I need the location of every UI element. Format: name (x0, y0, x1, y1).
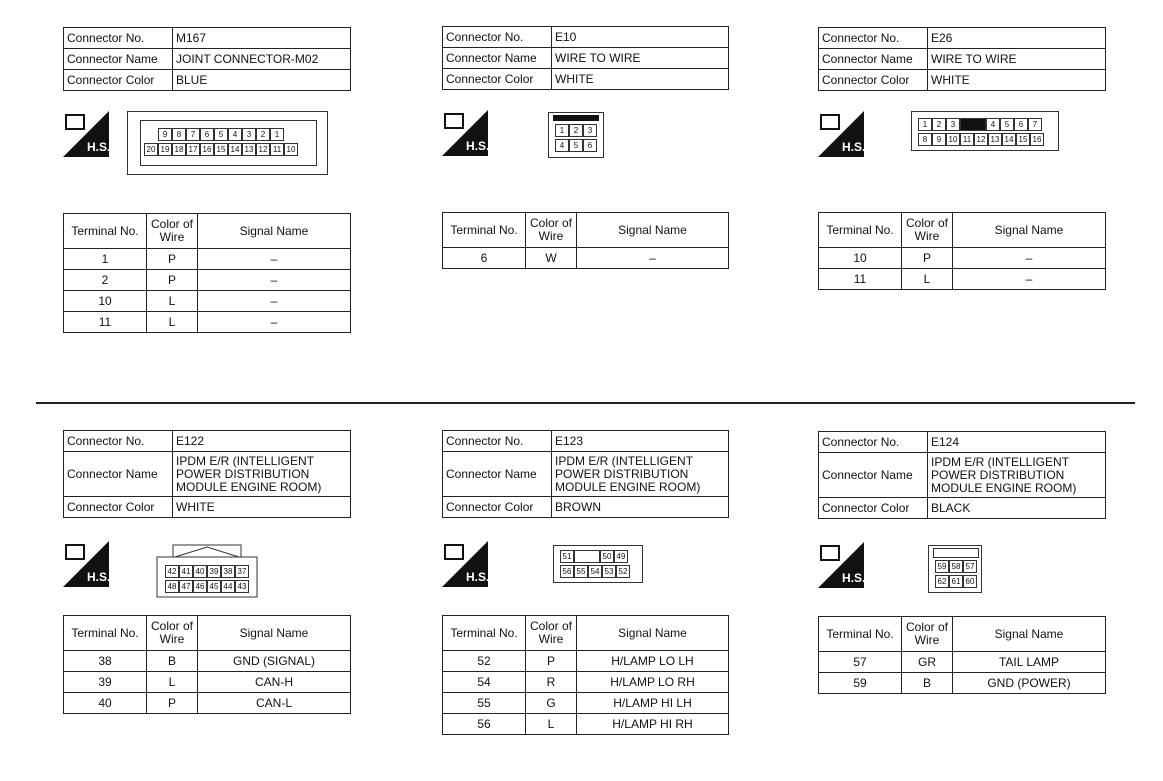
table-row (443, 672, 729, 693)
connector-info-table (63, 430, 351, 518)
connector-name-value: WIRE TO WIRE (552, 48, 729, 69)
signal-name-header: Signal Name (198, 616, 351, 651)
terminal-table-e122 (63, 615, 351, 714)
connector-face-e124 (928, 545, 982, 593)
signal-name: GND (SIGNAL) (198, 651, 351, 672)
pin: 14 (1002, 133, 1016, 146)
hs-icon (442, 541, 488, 587)
connector-color-label: Connector Color (64, 497, 173, 518)
terminal-no: 55 (443, 693, 526, 714)
connector-info-table (63, 27, 351, 91)
terminal-no-header: Terminal No. (443, 213, 526, 248)
svg-text:H.S.: H.S. (87, 140, 109, 154)
terminal-table-m167 (63, 213, 351, 333)
terminal-no: 54 (443, 672, 526, 693)
connector-color-value: BROWN (552, 497, 729, 518)
table-row (443, 714, 729, 735)
pin: 43 (235, 580, 249, 593)
table-row (443, 248, 729, 269)
pin: 15 (1016, 133, 1030, 146)
pin: 10 (946, 133, 960, 146)
pin: 61 (949, 575, 963, 588)
pin-row-bottom (918, 133, 1044, 146)
table-row (64, 312, 351, 333)
pin: 57 (963, 560, 977, 573)
terminal-no-header: Terminal No. (443, 616, 526, 651)
pin-row-bottom (165, 580, 249, 593)
terminal-table-e26 (818, 212, 1106, 290)
pin: 53 (602, 565, 616, 578)
connector-color-label: Connector Color (443, 69, 552, 90)
terminal-table-e124 (818, 616, 1106, 694)
svg-text:H.S.: H.S. (842, 571, 864, 585)
pin: 14 (228, 143, 242, 156)
table-row (64, 270, 351, 291)
signal-name: TAIL LAMP (953, 652, 1106, 673)
pin: 2 (932, 118, 946, 131)
key-slot (574, 550, 600, 563)
pin: 62 (935, 575, 949, 588)
connector-color-label: Connector Color (64, 70, 173, 91)
wire-color: P (526, 651, 577, 672)
signal-name-header: Signal Name (953, 617, 1106, 652)
pin: 13 (242, 143, 256, 156)
table-row (819, 248, 1106, 269)
wire-color: L (526, 714, 577, 735)
signal-name: H/LAMP HI LH (577, 693, 729, 714)
pin: 46 (193, 580, 207, 593)
signal-name-header: Signal Name (198, 214, 351, 249)
connector-name-value: JOINT CONNECTOR-M02 (173, 49, 351, 70)
connector-color-label: Connector Color (443, 497, 552, 518)
terminal-no-header: Terminal No. (819, 213, 902, 248)
pin: 13 (988, 133, 1002, 146)
connector-no-label: Connector No. (443, 431, 552, 452)
connector-name-value: IPDM E/R (INTELLIGENT POWER DISTRIBUTION MODULE ENGINE ROOM) (552, 452, 729, 497)
pin: 51 (560, 550, 574, 563)
signal-name: CAN-H (198, 672, 351, 693)
terminal-no: 1 (64, 249, 147, 270)
pin-row-bottom (144, 143, 298, 156)
connector-name-value: WIRE TO WIRE (928, 49, 1106, 70)
table-row (819, 673, 1106, 694)
connector-no-value: E123 (552, 431, 729, 452)
table-row (819, 652, 1106, 673)
connector-name-label: Connector Name (819, 453, 928, 498)
terminal-no: 10 (64, 291, 147, 312)
pin: 41 (179, 565, 193, 578)
pin: 56 (560, 565, 574, 578)
hs-icon (63, 541, 109, 587)
connector-color-value: WHITE (928, 70, 1106, 91)
pin: 9 (932, 133, 946, 146)
table-row (64, 672, 351, 693)
pin: 3 (946, 118, 960, 131)
connector-name-label: Connector Name (819, 49, 928, 70)
signal-name: – (198, 312, 351, 333)
pin: 60 (963, 575, 977, 588)
table-row (64, 693, 351, 714)
pin: 6 (200, 128, 214, 141)
svg-text:H.S.: H.S. (466, 139, 488, 153)
pin-row-bottom (935, 575, 977, 588)
terminal-no: 11 (64, 312, 147, 333)
wire-color: P (902, 248, 953, 269)
connector-block-e124 (818, 431, 1106, 519)
wire-color-header: Color of Wire (526, 616, 577, 651)
pin: 42 (165, 565, 179, 578)
connector-name-value: IPDM E/R (INTELLIGENT POWER DISTRIBUTION MODULE ENGINE ROOM) (173, 452, 351, 497)
terminal-no: 10 (819, 248, 902, 269)
terminal-table-e123 (442, 615, 729, 735)
pin: 40 (193, 565, 207, 578)
terminal-table-e10 (442, 212, 729, 269)
pin: 49 (614, 550, 628, 563)
pin: 2 (256, 128, 270, 141)
svg-text:H.S.: H.S. (87, 570, 109, 584)
connector-info-table (818, 431, 1106, 519)
wire-color: R (526, 672, 577, 693)
terminal-no: 38 (64, 651, 147, 672)
pin: 52 (616, 565, 630, 578)
connector-name-value: IPDM E/R (INTELLIGENT POWER DISTRIBUTION MODULE ENGINE ROOM) (928, 453, 1106, 498)
pin: 20 (144, 143, 158, 156)
terminal-no: 59 (819, 673, 902, 694)
connector-block-m167 (63, 27, 351, 91)
signal-name: H/LAMP LO RH (577, 672, 729, 693)
wire-color: GR (902, 652, 953, 673)
pin: 1 (555, 124, 569, 137)
pin: 16 (200, 143, 214, 156)
connector-info-table (818, 27, 1106, 91)
pin-row-top (555, 124, 597, 137)
signal-name-header: Signal Name (577, 213, 729, 248)
section-divider (36, 402, 1135, 404)
connector-no-value: E124 (928, 432, 1106, 453)
terminal-no: 2 (64, 270, 147, 291)
connector-no-label: Connector No. (443, 27, 552, 48)
terminal-no-header: Terminal No. (64, 214, 147, 249)
wire-color-header: Color of Wire (902, 213, 953, 248)
pin: 1 (918, 118, 932, 131)
connector-name-label: Connector Name (64, 452, 173, 497)
hs-icon (63, 111, 109, 157)
wire-color: G (526, 693, 577, 714)
connector-no-label: Connector No. (819, 432, 928, 453)
signal-name-header: Signal Name (577, 616, 729, 651)
wire-color-header: Color of Wire (147, 616, 198, 651)
wire-color: L (147, 312, 198, 333)
terminal-no: 56 (443, 714, 526, 735)
pin: 47 (179, 580, 193, 593)
pin: 48 (165, 580, 179, 593)
pin: 10 (284, 143, 298, 156)
table-row (64, 291, 351, 312)
pin-row-top (560, 550, 628, 563)
pin: 3 (242, 128, 256, 141)
terminal-no: 40 (64, 693, 147, 714)
wire-color: P (147, 249, 198, 270)
pin: 5 (214, 128, 228, 141)
wire-color-header: Color of Wire (526, 213, 577, 248)
pin: 54 (588, 565, 602, 578)
connector-face-e26 (911, 111, 1059, 151)
pin-row-top (918, 118, 1042, 131)
connector-color-value: BLACK (928, 498, 1106, 519)
signal-name-header: Signal Name (953, 213, 1106, 248)
connector-no-label: Connector No. (64, 28, 173, 49)
pin: 12 (256, 143, 270, 156)
connector-face-e10 (548, 112, 604, 158)
pin: 38 (221, 565, 235, 578)
pin: 58 (949, 560, 963, 573)
svg-text:H.S.: H.S. (842, 140, 864, 154)
connector-no-value: E26 (928, 28, 1106, 49)
wire-color: B (147, 651, 198, 672)
signal-name: – (953, 269, 1106, 290)
table-row (64, 651, 351, 672)
signal-name: – (198, 291, 351, 312)
table-row (443, 651, 729, 672)
signal-name: H/LAMP LO LH (577, 651, 729, 672)
wire-color: L (147, 291, 198, 312)
wire-color: B (902, 673, 953, 694)
pin: 3 (583, 124, 597, 137)
pin: 18 (172, 143, 186, 156)
table-row (819, 269, 1106, 290)
pin: 6 (583, 139, 597, 152)
wire-color: P (147, 693, 198, 714)
connector-info-table (442, 430, 729, 518)
pin: 37 (235, 565, 249, 578)
signal-name: – (198, 249, 351, 270)
connector-no-label: Connector No. (64, 431, 173, 452)
connector-no-label: Connector No. (819, 28, 928, 49)
connector-name-label: Connector Name (64, 49, 173, 70)
pin: 16 (1030, 133, 1044, 146)
svg-text:H.S.: H.S. (466, 570, 488, 584)
connector-block-e123 (442, 430, 729, 518)
connector-no-value: E10 (552, 27, 729, 48)
pin-row-bottom (560, 565, 630, 578)
connector-color-label: Connector Color (819, 498, 928, 519)
pin: 4 (986, 118, 1000, 131)
terminal-no-header: Terminal No. (819, 617, 902, 652)
signal-name: – (577, 248, 729, 269)
connector-name-label: Connector Name (443, 48, 552, 69)
connector-no-value: E122 (173, 431, 351, 452)
pin: 4 (228, 128, 242, 141)
signal-name: GND (POWER) (953, 673, 1106, 694)
connector-block-e10 (442, 26, 729, 90)
pin: 15 (214, 143, 228, 156)
connector-block-e122 (63, 430, 351, 518)
terminal-no: 52 (443, 651, 526, 672)
pin: 44 (221, 580, 235, 593)
pin: 6 (1014, 118, 1028, 131)
connector-face-e122 (155, 543, 259, 600)
pin: 7 (186, 128, 200, 141)
connector-color-label: Connector Color (819, 70, 928, 91)
pin: 45 (207, 580, 221, 593)
pin: 8 (172, 128, 186, 141)
connector-no-value: M167 (173, 28, 351, 49)
connector-name-label: Connector Name (443, 452, 552, 497)
table-row (443, 693, 729, 714)
pin: 4 (555, 139, 569, 152)
terminal-no: 6 (443, 248, 526, 269)
pin: 9 (158, 128, 172, 141)
pin: 11 (270, 143, 284, 156)
connector-face-m167 (127, 111, 328, 175)
pin: 17 (186, 143, 200, 156)
pin: 2 (569, 124, 583, 137)
pin: 8 (918, 133, 932, 146)
signal-name: H/LAMP HI RH (577, 714, 729, 735)
hs-icon (442, 110, 488, 156)
connector-color-value: WHITE (552, 69, 729, 90)
connector-face-e123 (553, 545, 643, 583)
pin: 7 (1028, 118, 1042, 131)
connector-color-value: WHITE (173, 497, 351, 518)
pin: 12 (974, 133, 988, 146)
terminal-no: 57 (819, 652, 902, 673)
connector-info-table (442, 26, 729, 90)
pin-row-bottom (555, 139, 597, 152)
signal-name: – (953, 248, 1106, 269)
pin-row-top (935, 560, 977, 573)
connector-block-e26 (818, 27, 1106, 91)
signal-name: CAN-L (198, 693, 351, 714)
pin: 5 (569, 139, 583, 152)
wire-color-header: Color of Wire (147, 214, 198, 249)
terminal-no-header: Terminal No. (64, 616, 147, 651)
key-block (960, 118, 986, 131)
wire-color: L (147, 672, 198, 693)
wire-color-header: Color of Wire (902, 617, 953, 652)
pin: 59 (935, 560, 949, 573)
pin: 11 (960, 133, 974, 146)
pin: 19 (158, 143, 172, 156)
pin: 55 (574, 565, 588, 578)
wire-color: W (526, 248, 577, 269)
pin: 1 (270, 128, 284, 141)
signal-name: – (198, 270, 351, 291)
pin: 50 (600, 550, 614, 563)
pin-row-top (165, 565, 249, 578)
terminal-no: 11 (819, 269, 902, 290)
pin: 5 (1000, 118, 1014, 131)
pin: 39 (207, 565, 221, 578)
pin-row-top (158, 128, 284, 141)
wire-color: P (147, 270, 198, 291)
hs-icon (818, 111, 864, 157)
connector-color-value: BLUE (173, 70, 351, 91)
wire-color: L (902, 269, 953, 290)
terminal-no: 39 (64, 672, 147, 693)
table-row (64, 249, 351, 270)
hs-icon (818, 542, 864, 588)
